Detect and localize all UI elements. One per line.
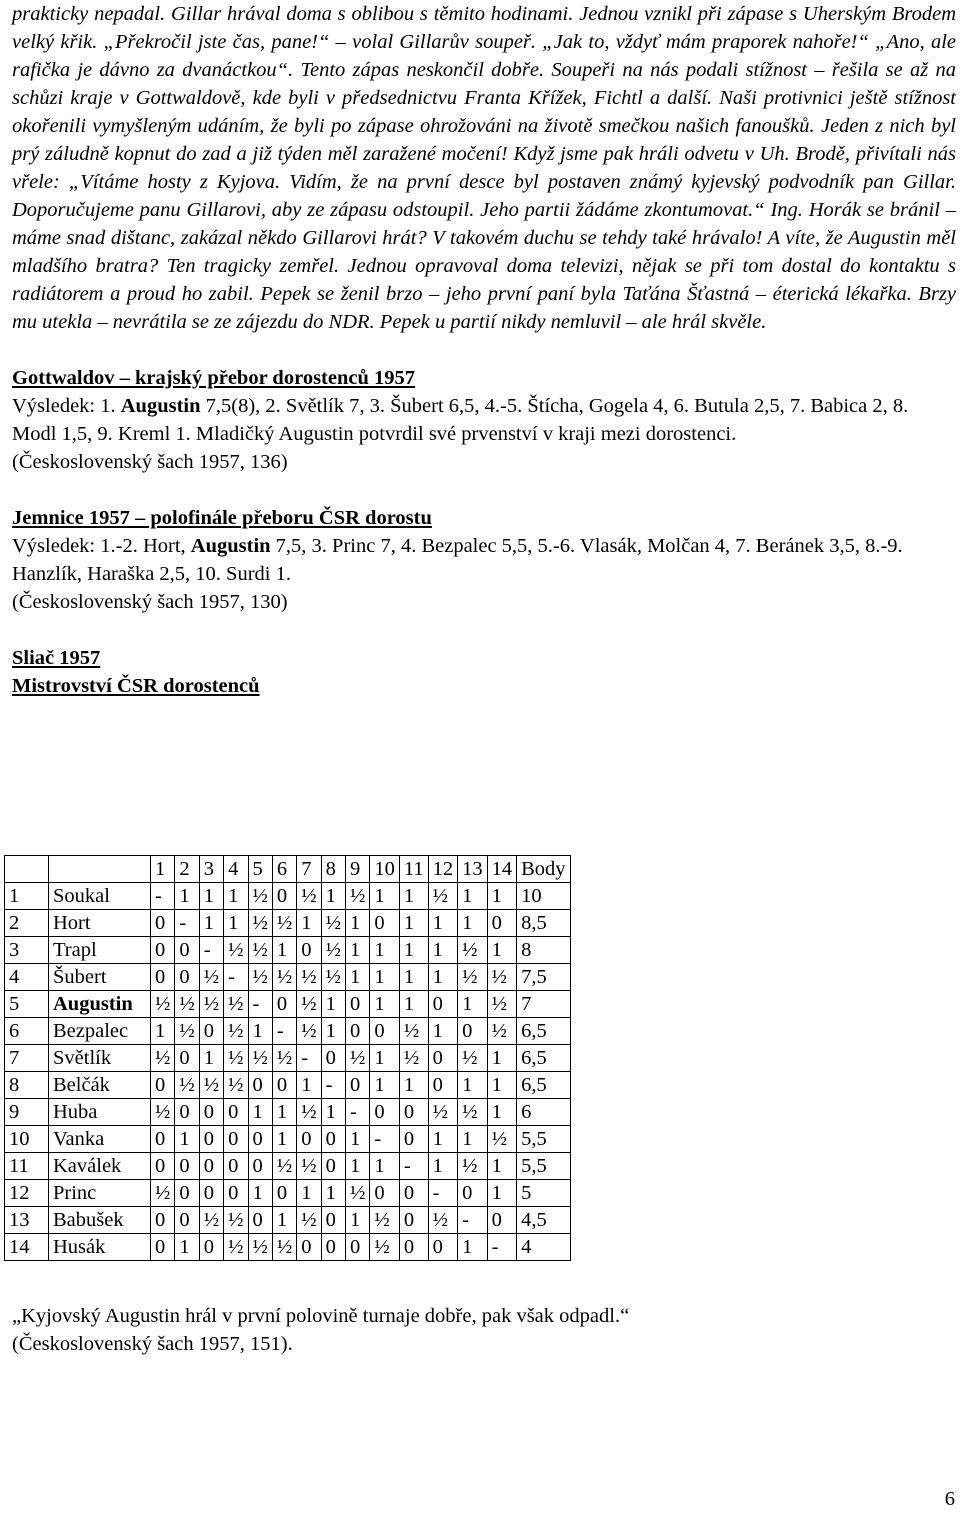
player-name-cell: Šubert: [49, 964, 151, 991]
score-cell: -: [428, 1180, 458, 1207]
score-cell: ½: [151, 1045, 175, 1072]
rank-cell: 9: [5, 1099, 49, 1126]
score-cell: 1: [458, 1072, 488, 1099]
score-cell: ½: [370, 1234, 400, 1261]
score-cell: ½: [224, 1234, 248, 1261]
rank-cell: 14: [5, 1234, 49, 1261]
player-name-cell: [49, 856, 151, 883]
score-cell: 6: [272, 856, 296, 883]
score-cell: 0: [151, 937, 175, 964]
score-cell: 1: [370, 883, 400, 910]
section-title-gottwaldov: Gottwaldov – krajský přebor dorostenců 1957: [12, 367, 415, 389]
score-cell: 0: [370, 910, 400, 937]
points-cell: 4: [517, 1234, 570, 1261]
score-cell: 0: [248, 1207, 272, 1234]
rank-cell: 4: [5, 964, 49, 991]
score-cell: 0: [272, 883, 296, 910]
score-cell: 1: [248, 1099, 272, 1126]
score-cell: ½: [248, 1234, 272, 1261]
result-gottwaldov: Výsledek: 1. Augustin 7,5(8), 2. Světlík 7, 3. Šubert 6,5, 4.-5. Štícha, Gogela 4, 6. Butula 2,5, 7. Babica 2, 8. Modl 1,5, 9. Kreml 1. Mladičký Augustin potvrdil své prvenství v kraji mezi dorostenci.: [12, 395, 909, 445]
points-cell: 10: [517, 883, 570, 910]
score-cell: ½: [248, 937, 272, 964]
rank-cell: 3: [5, 937, 49, 964]
score-cell: 10: [370, 856, 400, 883]
score-cell: 0: [370, 1180, 400, 1207]
score-cell: 1: [370, 964, 400, 991]
score-cell: 0: [321, 1126, 345, 1153]
points-cell: 8,5: [517, 910, 570, 937]
score-cell: 0: [248, 1153, 272, 1180]
player-name-cell: Bezpalec: [49, 1018, 151, 1045]
table-row: [5, 1153, 571, 1180]
score-cell: -: [151, 883, 175, 910]
score-cell: ½: [297, 964, 321, 991]
score-cell: 1: [458, 991, 488, 1018]
score-cell: ½: [224, 1072, 248, 1099]
score-cell: ½: [487, 964, 517, 991]
player-name-cell: Hort: [49, 910, 151, 937]
score-cell: 1: [428, 1018, 458, 1045]
rank-cell: 2: [5, 910, 49, 937]
score-cell: 0: [399, 1099, 428, 1126]
score-cell: -: [458, 1207, 488, 1234]
score-cell: 0: [487, 1207, 517, 1234]
score-cell: ½: [428, 1099, 458, 1126]
score-cell: 7: [297, 856, 321, 883]
table-row: [5, 1180, 571, 1207]
score-cell: 0: [399, 1180, 428, 1207]
score-cell: ½: [175, 991, 199, 1018]
score-cell: ½: [297, 991, 321, 1018]
page-number: 6: [944, 1488, 955, 1510]
footer-block: [12, 1302, 629, 1358]
score-cell: 1: [487, 1072, 517, 1099]
score-cell: 0: [224, 1099, 248, 1126]
player-highlight: Augustin: [120, 395, 201, 417]
score-cell: 1: [370, 1153, 400, 1180]
score-cell: 0: [428, 1234, 458, 1261]
score-cell: 0: [151, 910, 175, 937]
table-row: [5, 1045, 571, 1072]
score-cell: ½: [224, 991, 248, 1018]
table-row: [5, 1126, 571, 1153]
score-cell: ½: [458, 1153, 488, 1180]
score-cell: 1: [321, 883, 345, 910]
score-cell: 1: [487, 937, 517, 964]
score-cell: 0: [428, 1045, 458, 1072]
score-cell: 0: [297, 1126, 321, 1153]
score-cell: 1: [224, 883, 248, 910]
table-row: [5, 937, 571, 964]
score-cell: 0: [321, 1207, 345, 1234]
score-cell: ½: [297, 883, 321, 910]
player-name-cell: Trapl: [49, 937, 151, 964]
score-cell: 1: [399, 937, 428, 964]
score-cell: ½: [199, 1207, 223, 1234]
score-cell: 0: [224, 1153, 248, 1180]
score-cell: 14: [487, 856, 517, 883]
score-cell: 1: [346, 1207, 370, 1234]
score-cell: 0: [346, 1072, 370, 1099]
footer-quote: „Kyjovský Augustin hrál v první polovině turnaje dobře, pak však odpadl.“: [12, 1305, 630, 1327]
score-cell: 0: [321, 1234, 345, 1261]
score-cell: ½: [297, 1153, 321, 1180]
score-cell: 0: [199, 1018, 223, 1045]
score-cell: ½: [346, 1180, 370, 1207]
points-cell: 8: [517, 937, 570, 964]
rank-cell: 1: [5, 883, 49, 910]
rank-cell: 10: [5, 1126, 49, 1153]
score-cell: ½: [370, 1207, 400, 1234]
score-cell: ½: [272, 964, 296, 991]
score-cell: ½: [272, 1045, 296, 1072]
score-cell: 1: [321, 1180, 345, 1207]
rank-cell: 12: [5, 1180, 49, 1207]
rank-cell: 7: [5, 1045, 49, 1072]
score-cell: ½: [399, 1018, 428, 1045]
score-cell: 1: [428, 1126, 458, 1153]
score-cell: 1: [370, 1045, 400, 1072]
section-title-jemnice: Jemnice 1957 – polofinále přeboru ČSR dorostu: [12, 507, 432, 529]
points-cell: 5,5: [517, 1126, 570, 1153]
score-cell: 0: [199, 1234, 223, 1261]
score-cell: 1: [199, 1045, 223, 1072]
score-cell: ½: [346, 883, 370, 910]
score-cell: ½: [199, 991, 223, 1018]
table-row: [5, 1234, 571, 1261]
points-cell: 7: [517, 991, 570, 1018]
score-cell: ½: [321, 964, 345, 991]
score-cell: 0: [199, 1180, 223, 1207]
score-cell: 0: [321, 1045, 345, 1072]
score-cell: 1: [248, 1018, 272, 1045]
score-cell: 0: [399, 1234, 428, 1261]
player-name-cell: Huba: [49, 1099, 151, 1126]
score-cell: 0: [346, 1234, 370, 1261]
table-row: [5, 991, 571, 1018]
score-cell: 0: [428, 1072, 458, 1099]
score-cell: 0: [321, 1153, 345, 1180]
score-cell: ½: [321, 937, 345, 964]
score-cell: ½: [321, 910, 345, 937]
points-cell: 4,5: [517, 1207, 570, 1234]
score-cell: 1: [297, 1180, 321, 1207]
score-cell: 1: [487, 883, 517, 910]
table-row: [5, 910, 571, 937]
score-cell: ½: [248, 964, 272, 991]
score-cell: 1: [458, 1234, 488, 1261]
player-name-cell: Belčák: [49, 1072, 151, 1099]
score-cell: 1: [428, 937, 458, 964]
table-row: [5, 1099, 571, 1126]
crosstable: [4, 855, 571, 1261]
score-cell: -: [370, 1126, 400, 1153]
score-cell: -: [272, 1018, 296, 1045]
score-cell: 9: [346, 856, 370, 883]
score-cell: 0: [248, 1126, 272, 1153]
points-cell: 7,5: [517, 964, 570, 991]
score-cell: ½: [248, 883, 272, 910]
points-cell: 6,5: [517, 1018, 570, 1045]
score-cell: 5: [248, 856, 272, 883]
score-cell: 1: [346, 910, 370, 937]
score-cell: -: [487, 1234, 517, 1261]
points-cell: 6,5: [517, 1072, 570, 1099]
score-cell: ½: [458, 964, 488, 991]
score-cell: ½: [175, 1018, 199, 1045]
rank-cell: [5, 856, 49, 883]
score-cell: ½: [297, 1018, 321, 1045]
score-cell: ½: [458, 937, 488, 964]
score-cell: -: [297, 1045, 321, 1072]
score-cell: 0: [297, 1234, 321, 1261]
score-cell: ½: [151, 1099, 175, 1126]
score-cell: 0: [399, 1207, 428, 1234]
score-cell: 8: [321, 856, 345, 883]
score-cell: 0: [151, 1153, 175, 1180]
score-cell: ½: [428, 883, 458, 910]
score-cell: 1: [199, 883, 223, 910]
points-cell: 6: [517, 1099, 570, 1126]
score-cell: 0: [248, 1072, 272, 1099]
score-cell: 0: [224, 1126, 248, 1153]
score-cell: 1: [199, 910, 223, 937]
score-cell: 0: [428, 991, 458, 1018]
score-cell: 1: [458, 1126, 488, 1153]
score-cell: ½: [458, 1045, 488, 1072]
points-cell: 5,5: [517, 1153, 570, 1180]
score-cell: 0: [199, 1099, 223, 1126]
section-subtitle-sliac: Mistrovství ČSR dorostenců: [12, 675, 260, 697]
score-cell: 1: [272, 1099, 296, 1126]
score-cell: 13: [458, 856, 488, 883]
score-cell: 1: [321, 1099, 345, 1126]
score-cell: 4: [224, 856, 248, 883]
points-cell: 5: [517, 1180, 570, 1207]
score-cell: 0: [151, 1072, 175, 1099]
table-header-row: [5, 856, 571, 883]
score-cell: 1: [428, 910, 458, 937]
score-cell: 0: [175, 1207, 199, 1234]
score-cell: ½: [199, 1072, 223, 1099]
player-name-cell: Augustin: [49, 991, 151, 1018]
score-cell: 0: [458, 1018, 488, 1045]
score-cell: 0: [175, 937, 199, 964]
score-cell: 0: [175, 1153, 199, 1180]
table-row: [5, 883, 571, 910]
score-cell: 0: [370, 1018, 400, 1045]
score-cell: 1: [487, 1153, 517, 1180]
score-cell: 1: [399, 991, 428, 1018]
score-cell: 0: [175, 1045, 199, 1072]
score-cell: 0: [199, 1153, 223, 1180]
score-cell: ½: [346, 1045, 370, 1072]
points-cell: Body: [517, 856, 570, 883]
score-cell: 1: [297, 1072, 321, 1099]
score-cell: ½: [199, 964, 223, 991]
score-cell: 1: [175, 883, 199, 910]
score-cell: 1: [487, 1099, 517, 1126]
score-cell: 0: [175, 964, 199, 991]
score-cell: 1: [428, 1153, 458, 1180]
score-cell: ½: [272, 910, 296, 937]
score-cell: 0: [399, 1126, 428, 1153]
player-highlight: Augustin: [190, 535, 271, 557]
score-cell: 1: [272, 1126, 296, 1153]
score-cell: 0: [151, 1207, 175, 1234]
score-cell: 1: [321, 991, 345, 1018]
score-cell: 1: [151, 1018, 175, 1045]
score-cell: ½: [487, 1126, 517, 1153]
score-cell: ½: [399, 1045, 428, 1072]
score-cell: ½: [487, 991, 517, 1018]
score-cell: 0: [272, 1072, 296, 1099]
rank-cell: 6: [5, 1018, 49, 1045]
score-cell: 1: [370, 1072, 400, 1099]
footer-source: (Československý šach 1957, 151).: [12, 1333, 293, 1355]
score-cell: 0: [297, 937, 321, 964]
score-cell: 1: [272, 937, 296, 964]
score-cell: 0: [346, 1018, 370, 1045]
score-cell: 1: [272, 1207, 296, 1234]
score-cell: 0: [151, 1126, 175, 1153]
score-cell: 3: [199, 856, 223, 883]
score-cell: 1: [487, 1045, 517, 1072]
score-cell: 2: [175, 856, 199, 883]
score-cell: -: [321, 1072, 345, 1099]
rank-cell: 13: [5, 1207, 49, 1234]
score-cell: 1: [399, 964, 428, 991]
table-row: [5, 1018, 571, 1045]
player-name-cell: Princ: [49, 1180, 151, 1207]
score-cell: 1: [175, 1126, 199, 1153]
score-cell: 0: [199, 1126, 223, 1153]
source-jemnice: (Československý šach 1957, 130): [12, 591, 288, 613]
score-cell: -: [399, 1153, 428, 1180]
score-cell: 0: [151, 964, 175, 991]
score-cell: ½: [224, 1018, 248, 1045]
score-cell: -: [248, 991, 272, 1018]
score-cell: ½: [458, 1099, 488, 1126]
score-cell: ½: [175, 1072, 199, 1099]
score-cell: 1: [458, 910, 488, 937]
score-cell: ½: [272, 1234, 296, 1261]
score-cell: -: [175, 910, 199, 937]
score-cell: 1: [151, 856, 175, 883]
score-cell: ½: [297, 1099, 321, 1126]
score-cell: -: [346, 1099, 370, 1126]
intro-paragraph: prakticky nepadal. Gillar hrával doma s oblibou s těmito hodinami. Jednou vznikl při zápase s Uherským Brodem velký křik. „Překročil jste čas, pane!“ – volal Gillarův soupeř. „Jak to, vždyť mám praporek nahoře!“ „Ano, ale rafička je dávno za dvanáctkou“. Tento zápas neskončil dobře. Soupeři na nás podali stížnost – řešila se až na schůzi kraje v Gottwaldově, kde byli v předsednictvu Franta Křížek, Fichtl a další. Naši protivnici ještě stížnost okořenili vymyšleným udáním, že byli po zápase ohrožováni na životě smečkou našich fanoušků. Jeden z nich byl prý záludně kopnut do zad a již týden měl zaražené močení! Když jsme pak hráli odvetu v Uh. Brodě, přivítali nás vřele: „Vítáme hosty z Kyjova. Vidím, že na první desce byl postaven známý kyjevský podvodník pan Gillar. Doporučujeme panu Gillarovi, aby ze zápasu odstoupil. Jeho partii žádáme zkontumovat.“ Ing. Horák se bránil – máme snad dištanc, zakázal někdo Gillarovi hrát? V takovém duchu se tehdy také hrávalo! A víte, že Augustin měl mladšího bratra? Ten tragicky zemřel. Jednou opravoval doma televizi, nějak se při tom dostal do kontaktu s radiátorem a proud ho zabil. Pepek se ženil brzo – jeho první paní byla Taťána Šťastná – éterická lékařka. Brzy mu utekla – nevrátila se ze zájezdu do NDR. Pepek u partií nikdy nemluvil – ale hrál skvěle.: [12, 3, 956, 333]
score-cell: ½: [151, 1180, 175, 1207]
score-cell: 0: [370, 1099, 400, 1126]
score-cell: -: [224, 964, 248, 991]
score-cell: -: [199, 937, 223, 964]
score-cell: 1: [370, 937, 400, 964]
table-row: [5, 964, 571, 991]
section-title-sliac: Sliač 1957: [12, 647, 101, 669]
score-cell: 0: [272, 991, 296, 1018]
rank-cell: 8: [5, 1072, 49, 1099]
score-cell: 1: [346, 1153, 370, 1180]
points-cell: 6,5: [517, 1045, 570, 1072]
score-cell: 0: [487, 910, 517, 937]
score-cell: 1: [399, 883, 428, 910]
table-row: [5, 1072, 571, 1099]
player-name-cell: Kaválek: [49, 1153, 151, 1180]
score-cell: 1: [248, 1180, 272, 1207]
score-cell: ½: [224, 1045, 248, 1072]
score-cell: 1: [321, 1018, 345, 1045]
score-cell: 1: [346, 937, 370, 964]
score-cell: 0: [346, 991, 370, 1018]
score-cell: 1: [370, 991, 400, 1018]
score-cell: 1: [399, 910, 428, 937]
score-cell: ½: [224, 937, 248, 964]
rank-cell: 5: [5, 991, 49, 1018]
score-cell: 0: [458, 1180, 488, 1207]
document-page: [12, 0, 956, 700]
score-cell: 12: [428, 856, 458, 883]
score-cell: 0: [272, 1180, 296, 1207]
score-cell: 1: [458, 883, 488, 910]
score-cell: 1: [346, 1126, 370, 1153]
source-gottwaldov: (Československý šach 1957, 136): [12, 451, 288, 473]
score-cell: 0: [224, 1180, 248, 1207]
score-cell: 1: [487, 1180, 517, 1207]
score-cell: 0: [175, 1099, 199, 1126]
player-name-cell: Husák: [49, 1234, 151, 1261]
score-cell: 1: [399, 1072, 428, 1099]
score-cell: 1: [428, 964, 458, 991]
score-cell: ½: [224, 1207, 248, 1234]
score-cell: 11: [399, 856, 428, 883]
score-cell: ½: [248, 910, 272, 937]
table-row: [5, 1207, 571, 1234]
player-name-cell: Světlík: [49, 1045, 151, 1072]
score-cell: 1: [346, 964, 370, 991]
score-cell: ½: [487, 1018, 517, 1045]
score-cell: 0: [175, 1180, 199, 1207]
player-name-cell: Babušek: [49, 1207, 151, 1234]
score-cell: ½: [428, 1207, 458, 1234]
score-cell: 1: [224, 910, 248, 937]
result-jemnice: Výsledek: 1.-2. Hort, Augustin 7,5, 3. Princ 7, 4. Bezpalec 5,5, 5.-6. Vlasák, Molčan 4, 7. Beránek 3,5, 8.-9. Hanzlík, Haraška 2,5, 10. Surdi 1.: [12, 535, 903, 585]
score-cell: 1: [297, 910, 321, 937]
score-cell: ½: [297, 1207, 321, 1234]
section-jemnice: [12, 504, 956, 616]
player-name-cell: Soukal: [49, 883, 151, 910]
score-cell: 0: [151, 1234, 175, 1261]
score-cell: ½: [272, 1153, 296, 1180]
section-sliac: [12, 644, 956, 700]
score-cell: ½: [151, 991, 175, 1018]
score-cell: 1: [175, 1234, 199, 1261]
score-cell: ½: [248, 1045, 272, 1072]
section-gottwaldov: [12, 364, 956, 476]
rank-cell: 11: [5, 1153, 49, 1180]
player-name-cell: Vanka: [49, 1126, 151, 1153]
